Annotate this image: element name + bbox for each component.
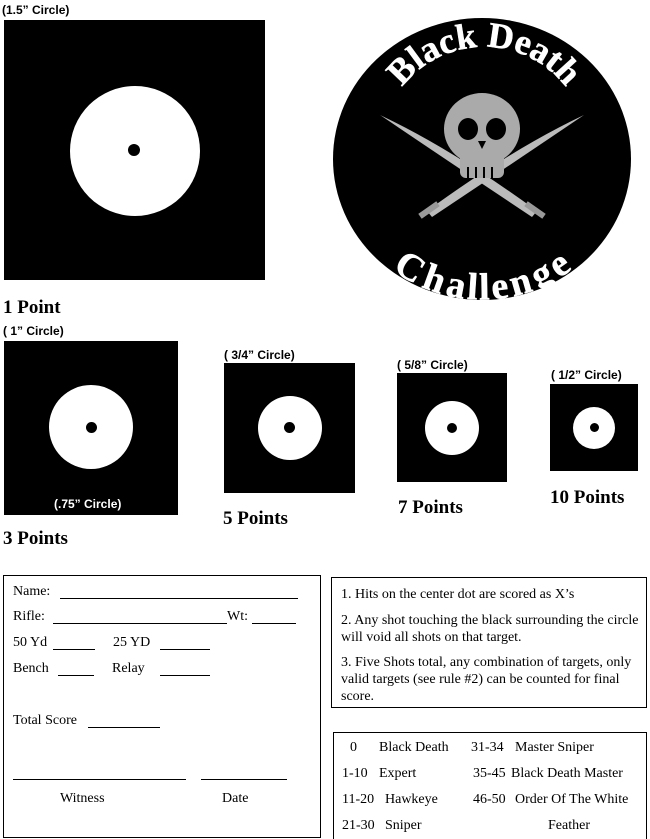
yd25-label: 25 YD [113,635,151,650]
points-label-3: 3 Points [3,528,68,549]
witness-label: Witness [60,791,105,806]
points-label-1: 1 Point [3,297,61,318]
target-3-points [4,341,178,515]
center-dot [447,423,457,433]
target-7-points [397,373,507,482]
rank-name: Sniper [385,818,422,833]
date-label: Date [222,791,249,806]
logo-text-bottom: Challenge [387,241,578,301]
yd25-field[interactable] [160,649,210,650]
witness-field[interactable] [13,779,186,780]
bench-field[interactable] [58,675,94,676]
name-label: Name: [13,584,51,599]
black-death-challenge-logo [332,17,632,301]
rules-box [331,577,647,708]
rank-name: Order Of The White [515,792,629,807]
rule-2: 2. Any shot touching the black surrounding the circle will void all shots on that target. [341,613,639,645]
rifle-label: Rifle: [13,609,45,624]
rank-name-continued: Feather [548,818,590,833]
rank-score: 11-20 [342,792,375,807]
logo-text-top: Black Death [378,17,590,93]
rank-name: Master Sniper [515,740,594,755]
rule-3: 3. Five Shots total, any combination of targets, only valid targets (see rule #2) can be counted for final score. [341,655,632,704]
rank-score: 31-34 [471,740,504,755]
rank-name: Expert [379,766,417,781]
relay-field[interactable] [160,675,210,676]
target-10-points [550,384,638,471]
points-label-5: 5 Points [223,508,288,529]
yd50-field[interactable] [53,649,95,650]
points-label-7: 7 Points [398,497,463,518]
yd50-label: 50 Yd [13,635,48,650]
target-1-point [4,20,265,280]
rank-score: 0 [350,740,357,755]
circle-label-1-2: ( 1/2” Circle) [551,368,622,382]
wt-label: Wt: [227,609,248,624]
rank-name: Hawkeye [385,792,438,807]
circle-label-1-5: (1.5” Circle) [2,3,70,17]
rifle-field[interactable] [53,623,227,624]
relay-label: Relay [112,661,145,676]
center-dot [284,422,295,433]
rank-score: 35-45 [473,766,506,781]
rule-1: 1. Hits on the center dot are scored as X’s [341,587,575,602]
ranks-box [333,732,647,839]
circle-label-5-8: ( 5/8” Circle) [397,358,468,372]
circle-label-1: ( 1” Circle) [3,324,64,338]
name-field[interactable] [60,598,298,599]
target-5-points [224,363,355,493]
circle-label-3-4: ( 3/4” Circle) [224,348,295,362]
center-dot [86,422,97,433]
rank-name: Black Death [379,740,449,755]
score-form [3,575,321,838]
inner-circle-label: (.75” Circle) [54,497,122,511]
points-label-10: 10 Points [550,487,625,508]
rank-score: 21-30 [342,818,375,833]
total-score-label: Total Score [13,713,77,728]
wt-field[interactable] [252,623,296,624]
center-dot [128,144,140,156]
rank-score: 46-50 [473,792,506,807]
rank-name: Black Death Master [511,766,623,781]
center-dot [590,423,599,432]
total-score-field[interactable] [88,727,160,728]
bench-label: Bench [13,661,49,676]
rank-score: 1-10 [342,766,368,781]
date-field[interactable] [201,779,287,780]
